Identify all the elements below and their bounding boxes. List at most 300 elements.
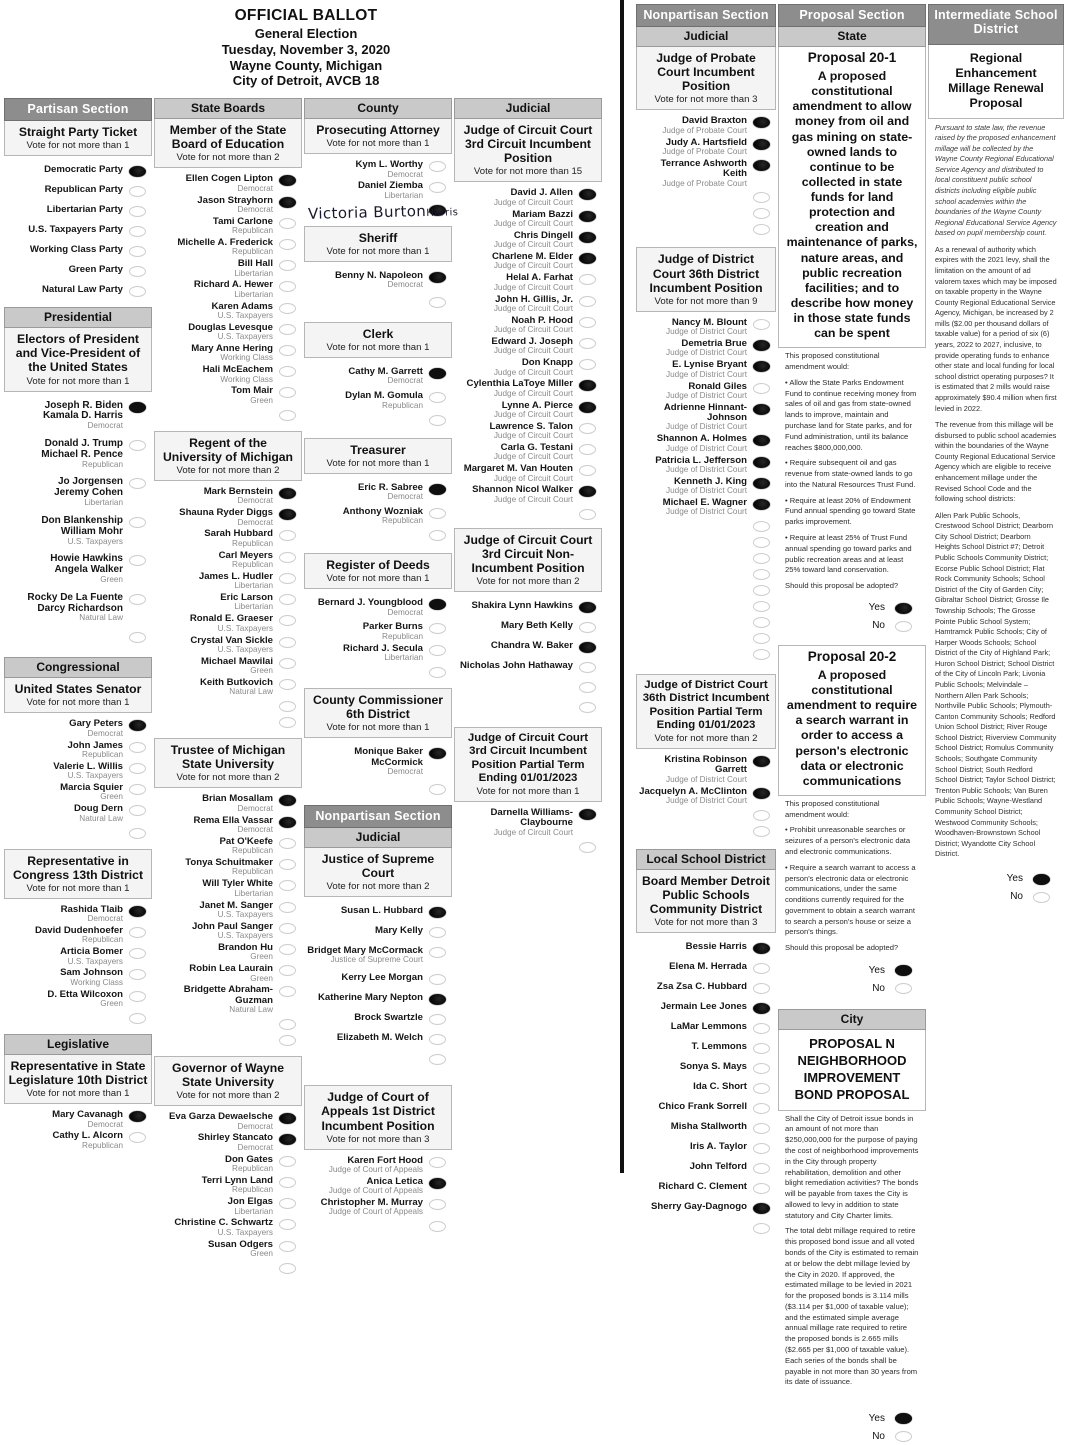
write-in-row[interactable] [154, 1032, 302, 1048]
candidate-row[interactable] [154, 1154, 302, 1175]
write-in-row[interactable] [636, 646, 776, 662]
vote-oval[interactable] [753, 537, 770, 548]
candidate-row[interactable] [154, 635, 302, 656]
vote-oval[interactable] [429, 1157, 446, 1168]
vote-oval[interactable] [279, 817, 296, 828]
candidate-row[interactable] [154, 385, 302, 406]
candidate-row[interactable] [454, 484, 602, 505]
vote-oval[interactable] [279, 239, 296, 250]
candidate-row[interactable] [304, 506, 452, 527]
vote-oval[interactable] [753, 633, 770, 644]
write-in-row[interactable] [454, 677, 602, 697]
candidate-row[interactable] [304, 621, 452, 642]
vote-oval[interactable] [129, 805, 146, 816]
vote-oval[interactable] [579, 486, 596, 497]
ballot-option[interactable] [4, 281, 152, 301]
vote-oval[interactable] [429, 161, 446, 172]
write-in-row[interactable] [154, 698, 302, 714]
candidate-row[interactable] [636, 1158, 776, 1178]
vote-oval[interactable] [753, 983, 770, 994]
vote-oval[interactable] [129, 594, 146, 605]
vote-oval[interactable] [279, 1156, 296, 1167]
vote-oval[interactable] [753, 404, 770, 415]
vote-oval[interactable] [129, 555, 146, 566]
ballot-option[interactable] [4, 201, 152, 221]
candidate-row[interactable] [636, 1138, 776, 1158]
write-in-row[interactable] [636, 1218, 776, 1238]
candidate-row[interactable] [154, 613, 302, 634]
candidate-row[interactable] [304, 594, 452, 621]
write-in-row[interactable] [636, 534, 776, 550]
vote-oval[interactable] [429, 297, 446, 308]
vote-oval[interactable] [579, 465, 596, 476]
candidate-row[interactable] [304, 902, 452, 922]
candidate-row[interactable] [4, 512, 152, 550]
vote-oval[interactable] [279, 303, 296, 314]
candidate-row[interactable] [4, 473, 152, 511]
write-in-row[interactable] [454, 506, 602, 522]
candidate-row[interactable] [154, 1196, 302, 1217]
candidate-row[interactable] [304, 1009, 452, 1029]
candidate-row[interactable] [4, 967, 152, 988]
vote-oval[interactable] [429, 530, 446, 541]
vote-oval[interactable] [429, 994, 446, 1005]
proposal-20-2-yes[interactable] [778, 961, 926, 979]
candidate-row[interactable] [454, 209, 602, 230]
vote-oval[interactable] [429, 1054, 446, 1065]
write-in-row[interactable] [636, 807, 776, 823]
vote-oval[interactable] [753, 1123, 770, 1134]
vote-oval[interactable] [279, 573, 296, 584]
vote-oval[interactable] [895, 621, 912, 632]
candidate-row[interactable] [304, 159, 452, 180]
vote-oval[interactable] [753, 1103, 770, 1114]
vote-oval[interactable] [129, 517, 146, 528]
vote-oval[interactable] [129, 948, 146, 959]
candidate-row[interactable] [636, 1038, 776, 1058]
write-in-row[interactable] [304, 1049, 452, 1069]
vote-oval[interactable] [579, 702, 596, 713]
candidate-row[interactable] [304, 1197, 452, 1218]
vote-oval[interactable] [753, 788, 770, 799]
vote-oval[interactable] [279, 717, 296, 728]
vote-oval[interactable] [429, 748, 446, 759]
vote-oval[interactable] [129, 742, 146, 753]
write-in-row[interactable] [304, 527, 452, 543]
candidate-row[interactable] [154, 942, 302, 963]
candidate-row[interactable] [154, 486, 302, 507]
vote-oval[interactable] [753, 649, 770, 660]
candidate-row[interactable] [636, 381, 776, 402]
candidate-row[interactable] [154, 878, 302, 899]
vote-oval[interactable] [279, 838, 296, 849]
vote-oval[interactable] [579, 423, 596, 434]
candidate-row[interactable] [636, 998, 776, 1018]
candidate-row[interactable] [4, 718, 152, 739]
candidate-row[interactable] [154, 1175, 302, 1196]
candidate-row[interactable] [304, 989, 452, 1009]
vote-oval[interactable] [129, 206, 146, 217]
candidate-row[interactable] [636, 1098, 776, 1118]
vote-oval[interactable] [753, 319, 770, 330]
vote-oval[interactable] [753, 963, 770, 974]
candidate-row[interactable] [304, 390, 452, 411]
candidate-row[interactable] [154, 984, 302, 1016]
vote-oval[interactable] [129, 720, 146, 731]
vote-oval[interactable] [895, 603, 912, 614]
candidate-row[interactable] [636, 476, 776, 497]
candidate-row[interactable] [636, 938, 776, 958]
vote-oval[interactable] [279, 1198, 296, 1209]
vote-oval[interactable] [753, 1183, 770, 1194]
vote-oval[interactable] [279, 615, 296, 626]
candidate-row[interactable] [304, 267, 452, 294]
candidate-row[interactable] [154, 237, 302, 258]
vote-oval[interactable] [579, 444, 596, 455]
vote-oval[interactable] [129, 166, 146, 177]
vote-oval[interactable] [753, 585, 770, 596]
write-in-row[interactable] [304, 664, 452, 680]
vote-oval[interactable] [279, 410, 296, 421]
candidate-row[interactable] [4, 435, 152, 473]
candidate-row[interactable] [4, 550, 152, 588]
vote-oval[interactable] [429, 645, 446, 656]
candidate-row[interactable] [454, 230, 602, 251]
candidate-row[interactable] [154, 836, 302, 857]
vote-oval[interactable] [279, 345, 296, 356]
candidate-row[interactable] [636, 958, 776, 978]
vote-oval[interactable] [579, 602, 596, 613]
candidate-row[interactable] [454, 272, 602, 293]
vote-oval[interactable] [579, 622, 596, 633]
candidate-row[interactable] [4, 761, 152, 782]
candidate-row[interactable] [154, 258, 302, 279]
candidate-row[interactable] [4, 782, 152, 803]
candidate-row[interactable] [304, 479, 452, 506]
vote-oval[interactable] [895, 1431, 912, 1442]
vote-oval[interactable] [429, 1178, 446, 1189]
vote-oval[interactable] [129, 246, 146, 257]
vote-oval[interactable] [579, 211, 596, 222]
vote-oval[interactable] [579, 232, 596, 243]
candidate-row[interactable] [636, 158, 776, 190]
proposal-20-1-no[interactable] [778, 617, 926, 635]
vote-oval[interactable] [753, 224, 770, 235]
write-in-row[interactable] [154, 1016, 302, 1032]
vote-oval[interactable] [753, 810, 770, 821]
vote-oval[interactable] [753, 569, 770, 580]
vote-oval[interactable] [279, 986, 296, 997]
candidate-row[interactable] [154, 528, 302, 549]
candidate-row[interactable] [454, 442, 602, 463]
vote-oval[interactable] [579, 509, 596, 520]
vote-oval[interactable] [129, 286, 146, 297]
vote-oval[interactable] [429, 599, 446, 610]
vote-oval[interactable] [753, 361, 770, 372]
candidate-row[interactable] [454, 378, 602, 399]
write-in-row[interactable] [154, 1260, 302, 1276]
candidate-row[interactable] [636, 1078, 776, 1098]
write-in-row[interactable] [304, 294, 452, 310]
vote-oval[interactable] [279, 218, 296, 229]
candidate-row[interactable] [304, 1176, 452, 1197]
vote-oval[interactable] [429, 272, 446, 283]
vote-oval[interactable] [579, 642, 596, 653]
vote-oval[interactable] [429, 415, 446, 426]
vote-oval[interactable] [279, 530, 296, 541]
vote-oval[interactable] [895, 965, 912, 976]
candidate-row[interactable] [454, 336, 602, 357]
vote-oval[interactable] [279, 324, 296, 335]
vote-oval[interactable] [429, 623, 446, 634]
vote-oval[interactable] [279, 679, 296, 690]
vote-oval[interactable] [579, 809, 596, 820]
vote-oval[interactable] [753, 457, 770, 468]
vote-oval[interactable] [753, 826, 770, 837]
candidate-row[interactable] [4, 946, 152, 967]
candidate-row[interactable] [304, 942, 452, 969]
vote-oval[interactable] [129, 784, 146, 795]
vote-oval[interactable] [279, 859, 296, 870]
vote-oval[interactable] [1033, 874, 1050, 885]
vote-oval[interactable] [429, 182, 446, 193]
proposal-20-2-no[interactable] [778, 979, 926, 997]
candidate-row[interactable] [636, 137, 776, 158]
vote-oval[interactable] [753, 499, 770, 510]
vote-oval[interactable] [429, 1034, 446, 1045]
write-in-row[interactable] [636, 189, 776, 205]
candidate-row[interactable] [304, 922, 452, 942]
vote-oval[interactable] [753, 1223, 770, 1234]
candidate-row[interactable] [636, 338, 776, 359]
candidate-row[interactable] [154, 1111, 302, 1132]
vote-oval[interactable] [279, 1134, 296, 1145]
vote-oval[interactable] [753, 1203, 770, 1214]
ballot-option[interactable] [4, 221, 152, 241]
vote-oval[interactable] [429, 392, 446, 403]
vote-oval[interactable] [279, 880, 296, 891]
vote-oval[interactable] [279, 1219, 296, 1230]
vote-oval[interactable] [279, 552, 296, 563]
vote-oval[interactable] [129, 186, 146, 197]
vote-oval[interactable] [129, 266, 146, 277]
write-in-row[interactable] [636, 614, 776, 630]
vote-oval[interactable] [429, 927, 446, 938]
candidate-row[interactable] [154, 1132, 302, 1153]
vote-oval[interactable] [129, 478, 146, 489]
vote-oval[interactable] [429, 508, 446, 519]
candidate-row[interactable] [154, 921, 302, 942]
vote-oval[interactable] [129, 632, 146, 643]
write-in-row[interactable] [304, 412, 452, 428]
candidate-row[interactable] [636, 1118, 776, 1138]
candidate-row[interactable] [304, 969, 452, 989]
vote-oval[interactable] [753, 340, 770, 351]
candidate-row[interactable] [636, 1058, 776, 1078]
vote-oval[interactable] [753, 601, 770, 612]
vote-oval[interactable] [129, 1132, 146, 1143]
write-in-row[interactable] [636, 630, 776, 646]
vote-oval[interactable] [753, 478, 770, 489]
candidate-row[interactable] [454, 807, 602, 839]
candidate-row[interactable] [154, 815, 302, 836]
vote-oval[interactable] [753, 1043, 770, 1054]
candidate-row[interactable] [636, 402, 776, 434]
candidate-row[interactable] [454, 251, 602, 272]
vote-oval[interactable] [129, 763, 146, 774]
candidate-row[interactable] [4, 397, 152, 435]
candidate-row[interactable] [154, 1239, 302, 1260]
vote-oval[interactable] [753, 192, 770, 203]
candidate-row[interactable] [154, 963, 302, 984]
candidate-row[interactable] [4, 1109, 152, 1130]
candidate-row[interactable] [154, 216, 302, 237]
candidate-row[interactable] [636, 455, 776, 476]
candidate-row[interactable] [4, 925, 152, 946]
candidate-row[interactable] [4, 989, 152, 1010]
candidate-row[interactable] [636, 978, 776, 998]
candidate-row[interactable] [454, 463, 602, 484]
vote-oval[interactable] [753, 160, 770, 171]
vote-oval[interactable] [579, 402, 596, 413]
proposal-n-yes[interactable] [778, 1409, 926, 1427]
proposal-n-no[interactable] [778, 1427, 926, 1445]
vote-oval[interactable] [279, 366, 296, 377]
vote-oval[interactable] [753, 1083, 770, 1094]
write-in-row[interactable] [154, 714, 302, 730]
candidate-row[interactable] [304, 180, 452, 201]
ballot-option[interactable] [4, 241, 152, 261]
candidate-row[interactable] [454, 294, 602, 315]
vote-oval[interactable] [753, 435, 770, 446]
vote-oval[interactable] [279, 1035, 296, 1046]
candidate-row[interactable] [154, 656, 302, 677]
vote-oval[interactable] [279, 944, 296, 955]
vote-oval[interactable] [579, 682, 596, 693]
write-in-row[interactable] [636, 550, 776, 566]
vote-oval[interactable] [429, 484, 446, 495]
candidate-row[interactable] [454, 657, 602, 677]
candidate-row[interactable] [154, 343, 302, 364]
candidate-row[interactable] [454, 357, 602, 378]
candidate-row[interactable] [4, 740, 152, 761]
write-in-row[interactable] [304, 781, 452, 797]
candidate-row[interactable] [454, 597, 602, 617]
vote-oval[interactable] [895, 1413, 912, 1424]
write-in-row[interactable] [304, 201, 459, 223]
candidate-row[interactable] [154, 301, 302, 322]
vote-oval[interactable] [429, 1014, 446, 1025]
vote-oval[interactable] [279, 1019, 296, 1030]
vote-oval[interactable] [129, 969, 146, 980]
write-in-row[interactable] [636, 205, 776, 221]
candidate-row[interactable] [154, 900, 302, 921]
candidate-row[interactable] [154, 793, 302, 814]
vote-oval[interactable] [753, 521, 770, 532]
vote-oval[interactable] [579, 359, 596, 370]
candidate-row[interactable] [636, 1018, 776, 1038]
write-in-row[interactable] [636, 582, 776, 598]
vote-oval[interactable] [129, 1111, 146, 1122]
vote-oval[interactable] [279, 637, 296, 648]
candidate-row[interactable] [454, 617, 602, 637]
vote-oval[interactable] [279, 658, 296, 669]
candidate-row[interactable] [154, 571, 302, 592]
candidate-row[interactable] [304, 363, 452, 390]
vote-oval[interactable] [753, 1023, 770, 1034]
vote-oval[interactable] [753, 383, 770, 394]
candidate-row[interactable] [154, 1217, 302, 1238]
candidate-row[interactable] [154, 364, 302, 385]
vote-oval[interactable] [279, 281, 296, 292]
write-in-row[interactable] [636, 518, 776, 534]
vote-oval[interactable] [279, 175, 296, 186]
write-in-row[interactable] [304, 1218, 452, 1234]
candidate-row[interactable] [4, 904, 152, 925]
millage-no[interactable] [928, 888, 1064, 906]
candidate-row[interactable] [154, 507, 302, 528]
candidate-row[interactable] [636, 1178, 776, 1198]
write-in-row[interactable] [154, 407, 302, 423]
vote-oval[interactable] [429, 368, 446, 379]
vote-oval[interactable] [579, 189, 596, 200]
candidate-row[interactable] [454, 187, 602, 208]
candidate-row[interactable] [154, 857, 302, 878]
candidate-row[interactable] [154, 550, 302, 571]
vote-oval[interactable] [579, 842, 596, 853]
vote-oval[interactable] [129, 906, 146, 917]
vote-oval[interactable] [753, 1063, 770, 1074]
vote-oval[interactable] [753, 553, 770, 564]
candidate-row[interactable] [154, 279, 302, 300]
vote-oval[interactable] [429, 947, 446, 958]
candidate-row[interactable] [154, 592, 302, 613]
vote-oval[interactable] [279, 509, 296, 520]
vote-oval[interactable] [579, 317, 596, 328]
write-in-row[interactable] [4, 825, 152, 841]
vote-oval[interactable] [753, 617, 770, 628]
write-in-row[interactable] [636, 566, 776, 582]
vote-oval[interactable] [129, 1013, 146, 1024]
vote-oval[interactable] [279, 701, 296, 712]
write-in-row[interactable] [636, 221, 776, 237]
vote-oval[interactable] [129, 991, 146, 1002]
write-in-row[interactable] [4, 1010, 152, 1026]
vote-oval[interactable] [129, 226, 146, 237]
candidate-row[interactable] [4, 1130, 152, 1151]
candidate-row[interactable] [304, 643, 452, 664]
candidate-row[interactable] [454, 421, 602, 442]
candidate-row[interactable] [304, 1029, 452, 1049]
candidate-row[interactable] [636, 786, 776, 807]
vote-oval[interactable] [579, 380, 596, 391]
vote-oval[interactable] [753, 943, 770, 954]
vote-oval[interactable] [129, 402, 146, 413]
candidate-row[interactable] [454, 315, 602, 336]
vote-oval[interactable] [753, 208, 770, 219]
candidate-row[interactable] [636, 433, 776, 454]
vote-oval[interactable] [753, 1143, 770, 1154]
vote-oval[interactable] [129, 440, 146, 451]
candidate-row[interactable] [636, 1198, 776, 1218]
vote-oval[interactable] [279, 1177, 296, 1188]
vote-oval[interactable] [579, 662, 596, 673]
vote-oval[interactable] [429, 1221, 446, 1232]
vote-oval[interactable] [429, 784, 446, 795]
vote-oval[interactable] [579, 296, 596, 307]
vote-oval[interactable] [753, 1003, 770, 1014]
candidate-row[interactable] [636, 497, 776, 518]
